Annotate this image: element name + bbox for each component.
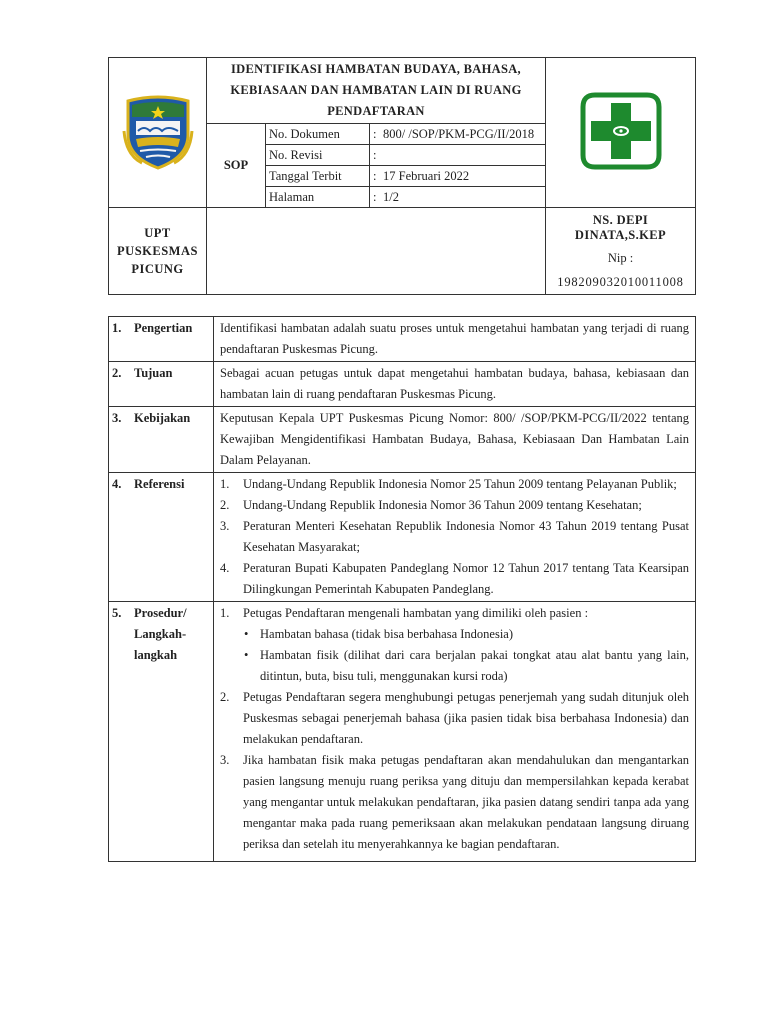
section-label: 1. Pengertian (109, 317, 214, 362)
meta-value-no-dokumen: : 800/ /SOP/PKM-PCG/II/2018 (370, 124, 546, 145)
institution-name (109, 208, 207, 295)
sop-label: SOP (207, 124, 266, 208)
meta-key-halaman: Halaman (266, 187, 370, 208)
section-tujuan (109, 362, 696, 407)
reference-item: 1. Undang-Undang Republik Indonesia Nomor 25 Tahun 2009 tentang Pelayanan Publik; (220, 477, 677, 491)
title-line-3: PENDAFTARAN (327, 104, 425, 118)
section-text: Identifikasi hambatan adalah suatu proses untuk mengetahui hambatan yang terjadi di ruang pendaftaran Puskesmas Picung. (214, 317, 696, 362)
sop-header-table (108, 57, 696, 295)
section-kebijakan (109, 407, 696, 473)
bullet-item: • Hambatan fisik (dilihat dari cara berjalan pakai tongkat atau alat bantu yang lain, ditintun, buta, bisu tuli, menggunakan kursi roda) (244, 648, 689, 683)
section-list (214, 473, 696, 602)
meta-value-no-revisi: : (370, 145, 546, 166)
cross-logo-cell (546, 58, 696, 208)
signatory-block (546, 208, 696, 295)
section-text: Keputusan Kepala UPT Puskesmas Picung Nomor: 800/ /SOP/PKM-PCG/II/2022 tentang Kewajiban Mengidentifikasi Hambatan Budaya, Bahasa, Kebiasaan Dan Hambatan Lain Dalam Pelayanan. (214, 407, 696, 473)
sop-content-table (108, 316, 696, 862)
procedure-step: 3. Jika hambatan fisik maka petugas pendaftaran akan mendahulukan dan mengantarkan pasien langsung menuju ruang periksa yang dituju dan mempersilahkan kepada kerabat yang mengantar untuk melakukan pendaftaran, jika pasien datang sendiri tanpa ada yang mengantar maka pada ruang pemeriksaan akan melakukan pendataan langsung diruang periksa dan setelah itu menyerahkannya ke bagian pendaftaran. (220, 753, 689, 851)
section-list (214, 602, 696, 862)
section-label: 2. Tujuan (109, 362, 214, 407)
procedure-step: 2. Petugas Pendaftaran segera menghubungi petugas penerjemah yang sudah ditunjuk oleh Puskesmas sebagai penerjemah bahasa (jika pasien tidak bisa berbahasa Indonesia) dan melakukan pendaftaran. (220, 690, 689, 746)
institution-line-1: UPT (144, 226, 171, 240)
procedure-step: 1. Petugas Pendaftaran mengenali hambatan yang dimiliki oleh pasien : (220, 606, 589, 620)
meta-value-halaman: : 1/2 (370, 187, 546, 208)
section-label: 3. Kebijakan (109, 407, 214, 473)
regency-emblem-icon (122, 91, 194, 171)
reference-item: 2. Undang-Undang Republik Indonesia Nomor 36 Tahun 2009 tentang Kesehatan; (220, 498, 642, 512)
document-title (207, 58, 546, 124)
meta-key-no-dokumen: No. Dokumen (266, 124, 370, 145)
institution-line-3: PICUNG (131, 262, 184, 276)
blank-signature-area (207, 208, 546, 295)
nip-label: Nip : (607, 251, 634, 265)
section-label: 4. Referensi (109, 473, 214, 602)
meta-value-tanggal-terbit: : 17 Februari 2022 (370, 166, 546, 187)
reference-item: 3. Peraturan Menteri Kesehatan Republik Indonesia Nomor 43 Tahun 2019 tentang Pusat Kesehatan Masyarakat; (220, 519, 689, 554)
signatory-name: NS. DEPI DINATA,S.KEP (574, 213, 667, 242)
section-referensi (109, 473, 696, 602)
reference-item: 4. Peraturan Bupati Kabupaten Pandeglang Nomor 12 Tahun 2017 tentang Tata Kearsipan Dilingkungan Pemerintah Kabupaten Pandeglang. (220, 561, 689, 596)
section-pengertian (109, 317, 696, 362)
section-text: Sebagai acuan petugas untuk dapat mengetahui hambatan budaya, bahasa, kebiasaan dan hambatan lain di ruang pendaftaran Puskesmas Picung. (214, 362, 696, 407)
meta-key-no-revisi: No. Revisi (266, 145, 370, 166)
title-line-1: IDENTIFIKASI HAMBATAN BUDAYA, BAHASA, (231, 62, 521, 76)
logo-cell (109, 58, 207, 208)
title-line-2: KEBIASAAN DAN HAMBATAN LAIN DI RUANG (230, 83, 522, 97)
section-label: 5. Prosedur/ Langkah- langkah (109, 602, 214, 862)
green-cross-logo-icon (579, 91, 663, 171)
nip-number: 198209032010011008 (557, 275, 684, 289)
bullet-item: • Hambatan bahasa (tidak bisa berbahasa Indonesia) (244, 627, 514, 641)
meta-key-tanggal-terbit: Tanggal Terbit (266, 166, 370, 187)
institution-line-2: PUSKESMAS (117, 244, 198, 258)
section-prosedur (109, 602, 696, 862)
